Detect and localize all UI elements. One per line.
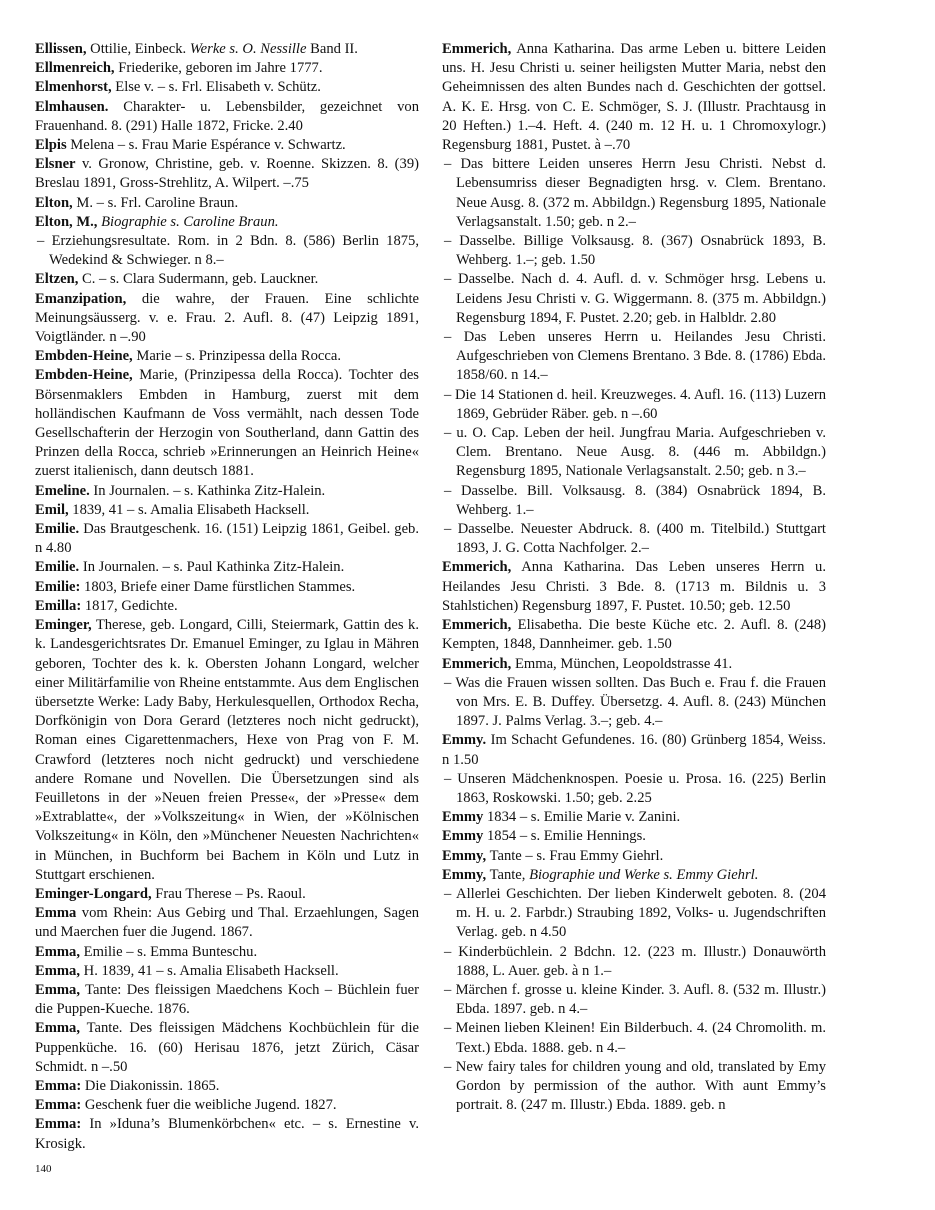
- entry-text: Im Schacht Gefundenes. 16. (80) Grünberg 1854, Weiss. n 1.50: [442, 732, 826, 768]
- sub-entry: [442, 674, 826, 732]
- entry-text: Charakter- u. Lebensbilder, gezeichnet von Frauenhand. 8. (291) Halle 1872, Fricke. 2.40: [35, 98, 419, 134]
- entry: [35, 270, 419, 289]
- sub-entry: [442, 328, 826, 386]
- entry-text: – u. O. Cap. Leben der heil. Jungfrau Maria. Aufgeschrieben v. Clem. Brentano. Neue Ausg. 8. (446 m. Abbildgn.) Regensburg 1895, Nationale Verlagsanstalt. 2.50; geb. n 3.–: [444, 425, 826, 480]
- entry-text: Tante: Des fleissigen Maedchens Koch – Büchlein fuer die Puppen-Kueche. 1876.: [35, 981, 419, 1018]
- entry: [35, 501, 419, 520]
- sub-entry: [442, 232, 826, 270]
- sub-entry: [442, 386, 826, 424]
- sub-entry: [442, 943, 826, 981]
- entry-text: Therese, geb. Longard, Cilli, Steiermark, Gattin des k. k. Landesgerichtsrates Dr. Emanuel Eminger, zu Iglau in Mähren geboren, Tochter des k. k. Obersten Johann Longard, welcher einer Militärfamilie von Rheine entstammte. Aus dem Englischen übersetzte Werke: Lady Baby, Herkulesquellen, Orthodox Recha, Dorfkönigin von Dora Gerard (letzteres noch nicht gedruckt), Roman eines Cigarettenmachers, Hexe von Prag von F. M. Crawford (letzteres noch nicht gedruckt) und verschiedene andere Romane und Novellen. Die Übersetzungen sind als Feuilletons in der »Neuen freien Presse«, der »Presse« dem »Extrablatte«, der »Volkszeitung« in Wien, der »Kölnischen Volkszeitung« in Köln, den »Münchener Neuesten Nachrichten« in München, in Buchform bei Bachem in Köln und Lutz in Stuttgart erschienen.: [35, 617, 419, 883]
- entry-headword: Emil,: [35, 501, 69, 518]
- right-column: [442, 40, 826, 1115]
- entry-headword: Elsner: [35, 156, 76, 173]
- entry: [442, 40, 826, 155]
- sub-entry: [442, 520, 826, 558]
- entry-headword: Ellissen,: [35, 41, 87, 57]
- entry: [35, 578, 419, 597]
- entry-text: Melena – s. Frau Marie Espérance v. Schwartz.: [66, 137, 346, 154]
- entry-text: Frau Therese – Ps. Raoul.: [151, 885, 306, 902]
- entry-headword: Emmerich,: [442, 655, 512, 672]
- entry-text: die wahre, der Frauen. Eine schlichte Meinungsäusserg. v. e. Frau. 2. Aufl. 8. (47) Leipzig 1891, Voigtländer. n –.90: [35, 290, 419, 346]
- entry: [35, 290, 419, 348]
- entry-headword: Elton, M.,: [35, 213, 98, 230]
- entry: [442, 558, 826, 616]
- entry-headword: Emilie:: [35, 578, 81, 595]
- entry-text: In Journalen. – s. Kathinka Zitz-Halein.: [89, 482, 326, 499]
- entry-text: M. – s. Frl. Caroline Braun.: [72, 194, 239, 211]
- entry: [35, 136, 419, 155]
- entry-text: – Erziehungsresultate. Rom. in 2 Bdn. 8. (586) Berlin 1875, Wedekind & Schwieger. n 8.–: [37, 233, 419, 269]
- entry-headword: Emma:: [35, 1116, 82, 1133]
- entry-text: Marie – s. Prinzipessa della Rocca.: [132, 348, 342, 365]
- entry: [35, 98, 419, 136]
- entry-text: Emilie – s. Emma Bunteschu.: [80, 943, 258, 960]
- entry: [35, 155, 419, 193]
- entry-headword: Emma,: [35, 1020, 80, 1037]
- entry-text: Emma, München, Leopoldstrasse 41.: [511, 655, 733, 672]
- entry-headword: Emanzipation,: [35, 290, 127, 307]
- entry-headword: Emmerich,: [442, 617, 512, 634]
- entry-text: – Allerlei Geschichten. Der lieben Kinderwelt geboten. 8. (204 m. H. u. 2. Farbdr.) Straubing 1892, Volks- u. Jugendschriften Verlag. geb. n 4.50: [444, 885, 826, 941]
- entry-headword: Ellmenreich,: [35, 60, 115, 77]
- entry-headword: Emma,: [35, 943, 80, 960]
- entry-italic-text: Biographie s. Caroline Braun.: [101, 213, 279, 230]
- entry-headword: Emmy: [442, 828, 484, 845]
- entry-text: Else v. – s. Frl. Elisabeth v. Schütz.: [111, 79, 321, 96]
- entry-text: Tante,: [486, 866, 530, 883]
- entry: [35, 520, 419, 558]
- entry: [35, 194, 419, 213]
- entry-text: Die Diakonissin. 1865.: [81, 1077, 220, 1094]
- entry-text: 1803, Briefe einer Dame fürstlichen Stammes.: [80, 578, 356, 595]
- entry: [35, 1077, 419, 1096]
- entry-text: – Das Leben unseres Herrn u. Heilandes Jesu Christi. Aufgeschrieben von Clemens Brentano. 3 Bde. 8. (1786) Ebda. 1858/60. n 14.–: [444, 329, 826, 384]
- entry-text: H. 1839, 41 – s. Amalia Elisabeth Hacksell.: [80, 962, 339, 979]
- entry-headword: Eminger-Longard,: [35, 885, 152, 902]
- entry-text: – Meinen lieben Kleinen! Ein Bilderbuch. 4. (24 Chromolith. m. Text.) Ebda. 1888. geb. n 4.–: [444, 1020, 826, 1056]
- entry-headword: Emma:: [35, 1077, 82, 1094]
- entry-headword: Elpis: [35, 137, 67, 154]
- entry-text: C. – s. Clara Sudermann, geb. Lauckner.: [78, 271, 319, 288]
- entry-headword: Embden-Heine,: [35, 348, 133, 365]
- entry-headword: Emmy,: [442, 847, 487, 864]
- sub-entry: [442, 424, 826, 482]
- sub-entry: [442, 482, 826, 520]
- entry-headword: Emmerich,: [442, 41, 512, 57]
- entry: [35, 981, 419, 1019]
- entry: [442, 847, 826, 866]
- entry-text: 1834 – s. Emilie Marie v. Zanini.: [483, 809, 681, 826]
- entry-text: Geschenk fuer die weibliche Jugend. 1827.: [81, 1097, 337, 1114]
- sub-entry: [442, 1058, 826, 1116]
- entry-text: – Unseren Mädchenknospen. Poesie u. Prosa. 16. (225) Berlin 1863, Roskowski. 1.50; geb. 2.25: [444, 770, 826, 806]
- entry-text: – New fairy tales for children young and old, translated by Emy Gordon by permission of the author. With aunt Emmy’s portrait. 8. (247 m. Illustr.) Ebda. 1889. geb. n: [444, 1058, 826, 1114]
- sub-entry: [442, 981, 826, 1019]
- entry: [35, 943, 419, 962]
- entry-headword: Emilla:: [35, 597, 82, 614]
- entry-headword: Elmhausen.: [35, 98, 109, 115]
- entry: [442, 808, 826, 827]
- entry: [35, 597, 419, 616]
- entry-text: – Dasselbe. Neuester Abdruck. 8. (400 m. Titelbild.) Stuttgart 1893, J. G. Cotta Nachfolger. 2.–: [444, 521, 826, 557]
- entry-text: Marie, (Prinzipessa della Rocca). Tochter des Börsenmaklers Embden in Hamburg, zuerst mit dem holländischen Kaufmann de Voss vermählt, nach dessen Tode Gesellschafterin der Herzogin von Southerland, dann Gattin des Prinzen della Rocca, schrieb »Erinnerungen an Heinrich Heine« zuerst italienisch, dann deutsch 1881.: [35, 367, 419, 480]
- entry-headword: Emmy: [442, 809, 484, 826]
- entry-headword: Emmy,: [442, 866, 487, 883]
- entry-text: Friederike, geboren im Jahre 1777.: [114, 60, 323, 77]
- entry-text-tail: Band II.: [306, 41, 358, 57]
- entry-text: – Das bittere Leiden unseres Herrn Jesu Christi. Nebst d. Lebensumriss dieser Begnadigten hrsg. v. Clem. Brentano. Neue Ausg. 8. (372 m. Abbildgn.) Regensburg 1895, Nationale Verlagsanstalt. 1.50; geb. n 2.–: [444, 156, 826, 230]
- page-number: 140: [35, 1163, 52, 1175]
- sub-entry: [442, 1019, 826, 1057]
- entry: [442, 655, 826, 674]
- entry-headword: Emma,: [35, 962, 80, 979]
- entry-headword: Emma: [35, 905, 77, 922]
- entry-headword: Emmerich,: [442, 559, 512, 576]
- entry: [442, 827, 826, 846]
- entry: [442, 731, 826, 769]
- entry: [35, 78, 419, 97]
- entry-text: 1839, 41 – s. Amalia Elisabeth Hacksell.: [68, 501, 310, 518]
- sub-entry: [442, 885, 826, 943]
- entry-headword: Emma,: [35, 981, 80, 998]
- entry: [35, 558, 419, 577]
- entry-text: In Journalen. – s. Paul Kathinka Zitz-Halein.: [79, 559, 345, 576]
- entry-headword: Embden-Heine,: [35, 367, 133, 384]
- entry-text: – Die 14 Stationen d. heil. Kreuzweges. 4. Aufl. 16. (113) Luzern 1869, Gebrüder Räber. geb. n –.60: [444, 386, 826, 422]
- entry-text: – Was die Frauen wissen sollten. Das Buch e. Frau f. die Frauen von Mrs. E. B. Duffey. Übersetzg. 4. Aufl. 8. (243) München 1897. J. Palms Verlag. 3.–; geb. 4.–: [444, 674, 826, 730]
- entry-headword: Eminger,: [35, 617, 92, 634]
- entry: [35, 213, 419, 232]
- entry-text: – Dasselbe. Bill. Volksausg. 8. (384) Osnabrück 1894, B. Wehberg. 1.–: [444, 482, 826, 518]
- entry-text: vom Rhein: Aus Gebirg und Thal. Erzaehlungen, Sagen und Maerchen fuer die Jugend. 1867.: [35, 905, 419, 941]
- entry-text: 1854 – s. Emilie Hennings.: [483, 828, 646, 845]
- entry-headword: Eltzen,: [35, 271, 79, 288]
- entry-text: In »Iduna’s Blumenkörbchen« etc. – s. Ernestine v. Krosigk.: [35, 1116, 419, 1152]
- entry: [35, 1019, 419, 1077]
- entry: [35, 40, 419, 59]
- entry: [35, 347, 419, 366]
- entry-text: Anna Katharina. Das arme Leben u. bittere Leiden uns. H. Jesu Christi u. seiner heiligsten Mutter Maria, nebst den Geheimnissen des alten Bundes nach d. Geschichten der gottsel. A. K. E. Hrsg. von C. E. Schmöger, S. J. (Illustr. Prachtausg in 20 Heften.) 1.–4. Heft. 4. (240 m. 12 H. u. 1 Chromoxylogr.) Regensburg 1881, Pustet. à –.70: [442, 41, 826, 154]
- entry-text: 1817, Gedichte.: [81, 597, 178, 614]
- entry: [35, 885, 419, 904]
- entry-headword: Elton,: [35, 194, 73, 211]
- sub-entry: [442, 270, 826, 328]
- entry: [442, 616, 826, 654]
- entry-text: Tante – s. Frau Emmy Giehrl.: [486, 847, 664, 864]
- entry-text: – Kinderbüchlein. 2 Bdchn. 12. (223 m. Illustr.) Donauwörth 1888, L. Auer. geb. à n 1.–: [444, 943, 826, 979]
- entry: [442, 866, 826, 885]
- sub-entry: [442, 770, 826, 808]
- entry: [35, 366, 419, 481]
- entry-headword: Emma:: [35, 1097, 82, 1114]
- entry-headword: Emilie.: [35, 521, 80, 538]
- entry-text: Elisabetha. Die beste Küche etc. 2. Aufl. 8. (248) Kempten, 1848, Dannheimer. geb. 1.50: [442, 617, 826, 653]
- entry: [35, 59, 419, 78]
- entry-italic-text: Biographie und Werke s. Emmy Giehrl.: [529, 866, 759, 883]
- entry: [35, 482, 419, 501]
- entry-headword: Elmenhorst,: [35, 79, 112, 96]
- entry: [35, 904, 419, 942]
- entry-headword: Emmy.: [442, 732, 487, 749]
- sub-entry: [442, 155, 826, 232]
- entry-text: Ottilie, Einbeck.: [86, 41, 190, 57]
- entry: [35, 616, 419, 885]
- entry: [35, 962, 419, 981]
- entry-text: v. Gronow, Christine, geb. v. Roenne. Skizzen. 8. (39) Breslau 1891, Gross-Strehlitz, A. Wilpert. –.75: [35, 156, 419, 192]
- entry: [35, 1096, 419, 1115]
- entry-headword: Emeline.: [35, 482, 90, 499]
- entry-text: – Dasselbe. Nach d. 4. Aufl. d. v. Schmöger hrsg. Lebens u. Leidens Jesu Christi v. G. Wiggermann. 8. (375 m. Abbildgn.) Regensburg 1894, F. Pustet. 2.20; geb. in Halbldr. 2.80: [444, 271, 826, 326]
- sub-entry: [35, 232, 419, 270]
- entry-text: Anna Katharina. Das Leben unseres Herrn u. Heilandes Jesu Christi. 3 Bde. 8. (1713 m. Bildnis u. 3 Stahlstichen) Regensburg 1897, F. Pustet. 10.50; geb. 12.50: [442, 559, 826, 614]
- entry-text: Tante. Des fleissigen Mädchens Kochbüchlein für die Puppenküche. 16. (60) Herisau 1876, jetzt Zürich, Cäsar Schmidt. n –.50: [35, 1020, 419, 1075]
- entry-text: – Märchen f. grosse u. kleine Kinder. 3. Aufl. 8. (532 m. Illustr.) Ebda. 1897. geb. n 4.–: [444, 981, 826, 1018]
- entry-headword: Emilie.: [35, 559, 80, 576]
- left-column: [35, 40, 419, 1154]
- entry-text: – Dasselbe. Billige Volksausg. 8. (367) Osnabrück 1893, B. Wehberg. 1.–; geb. 1.50: [444, 233, 826, 269]
- entry-text: Das Brautgeschenk. 16. (151) Leipzig 1861, Geibel. geb. n 4.80: [35, 521, 419, 557]
- entry-italic-text: Werke s. O. Nessille: [189, 41, 307, 57]
- entry: [35, 1115, 419, 1153]
